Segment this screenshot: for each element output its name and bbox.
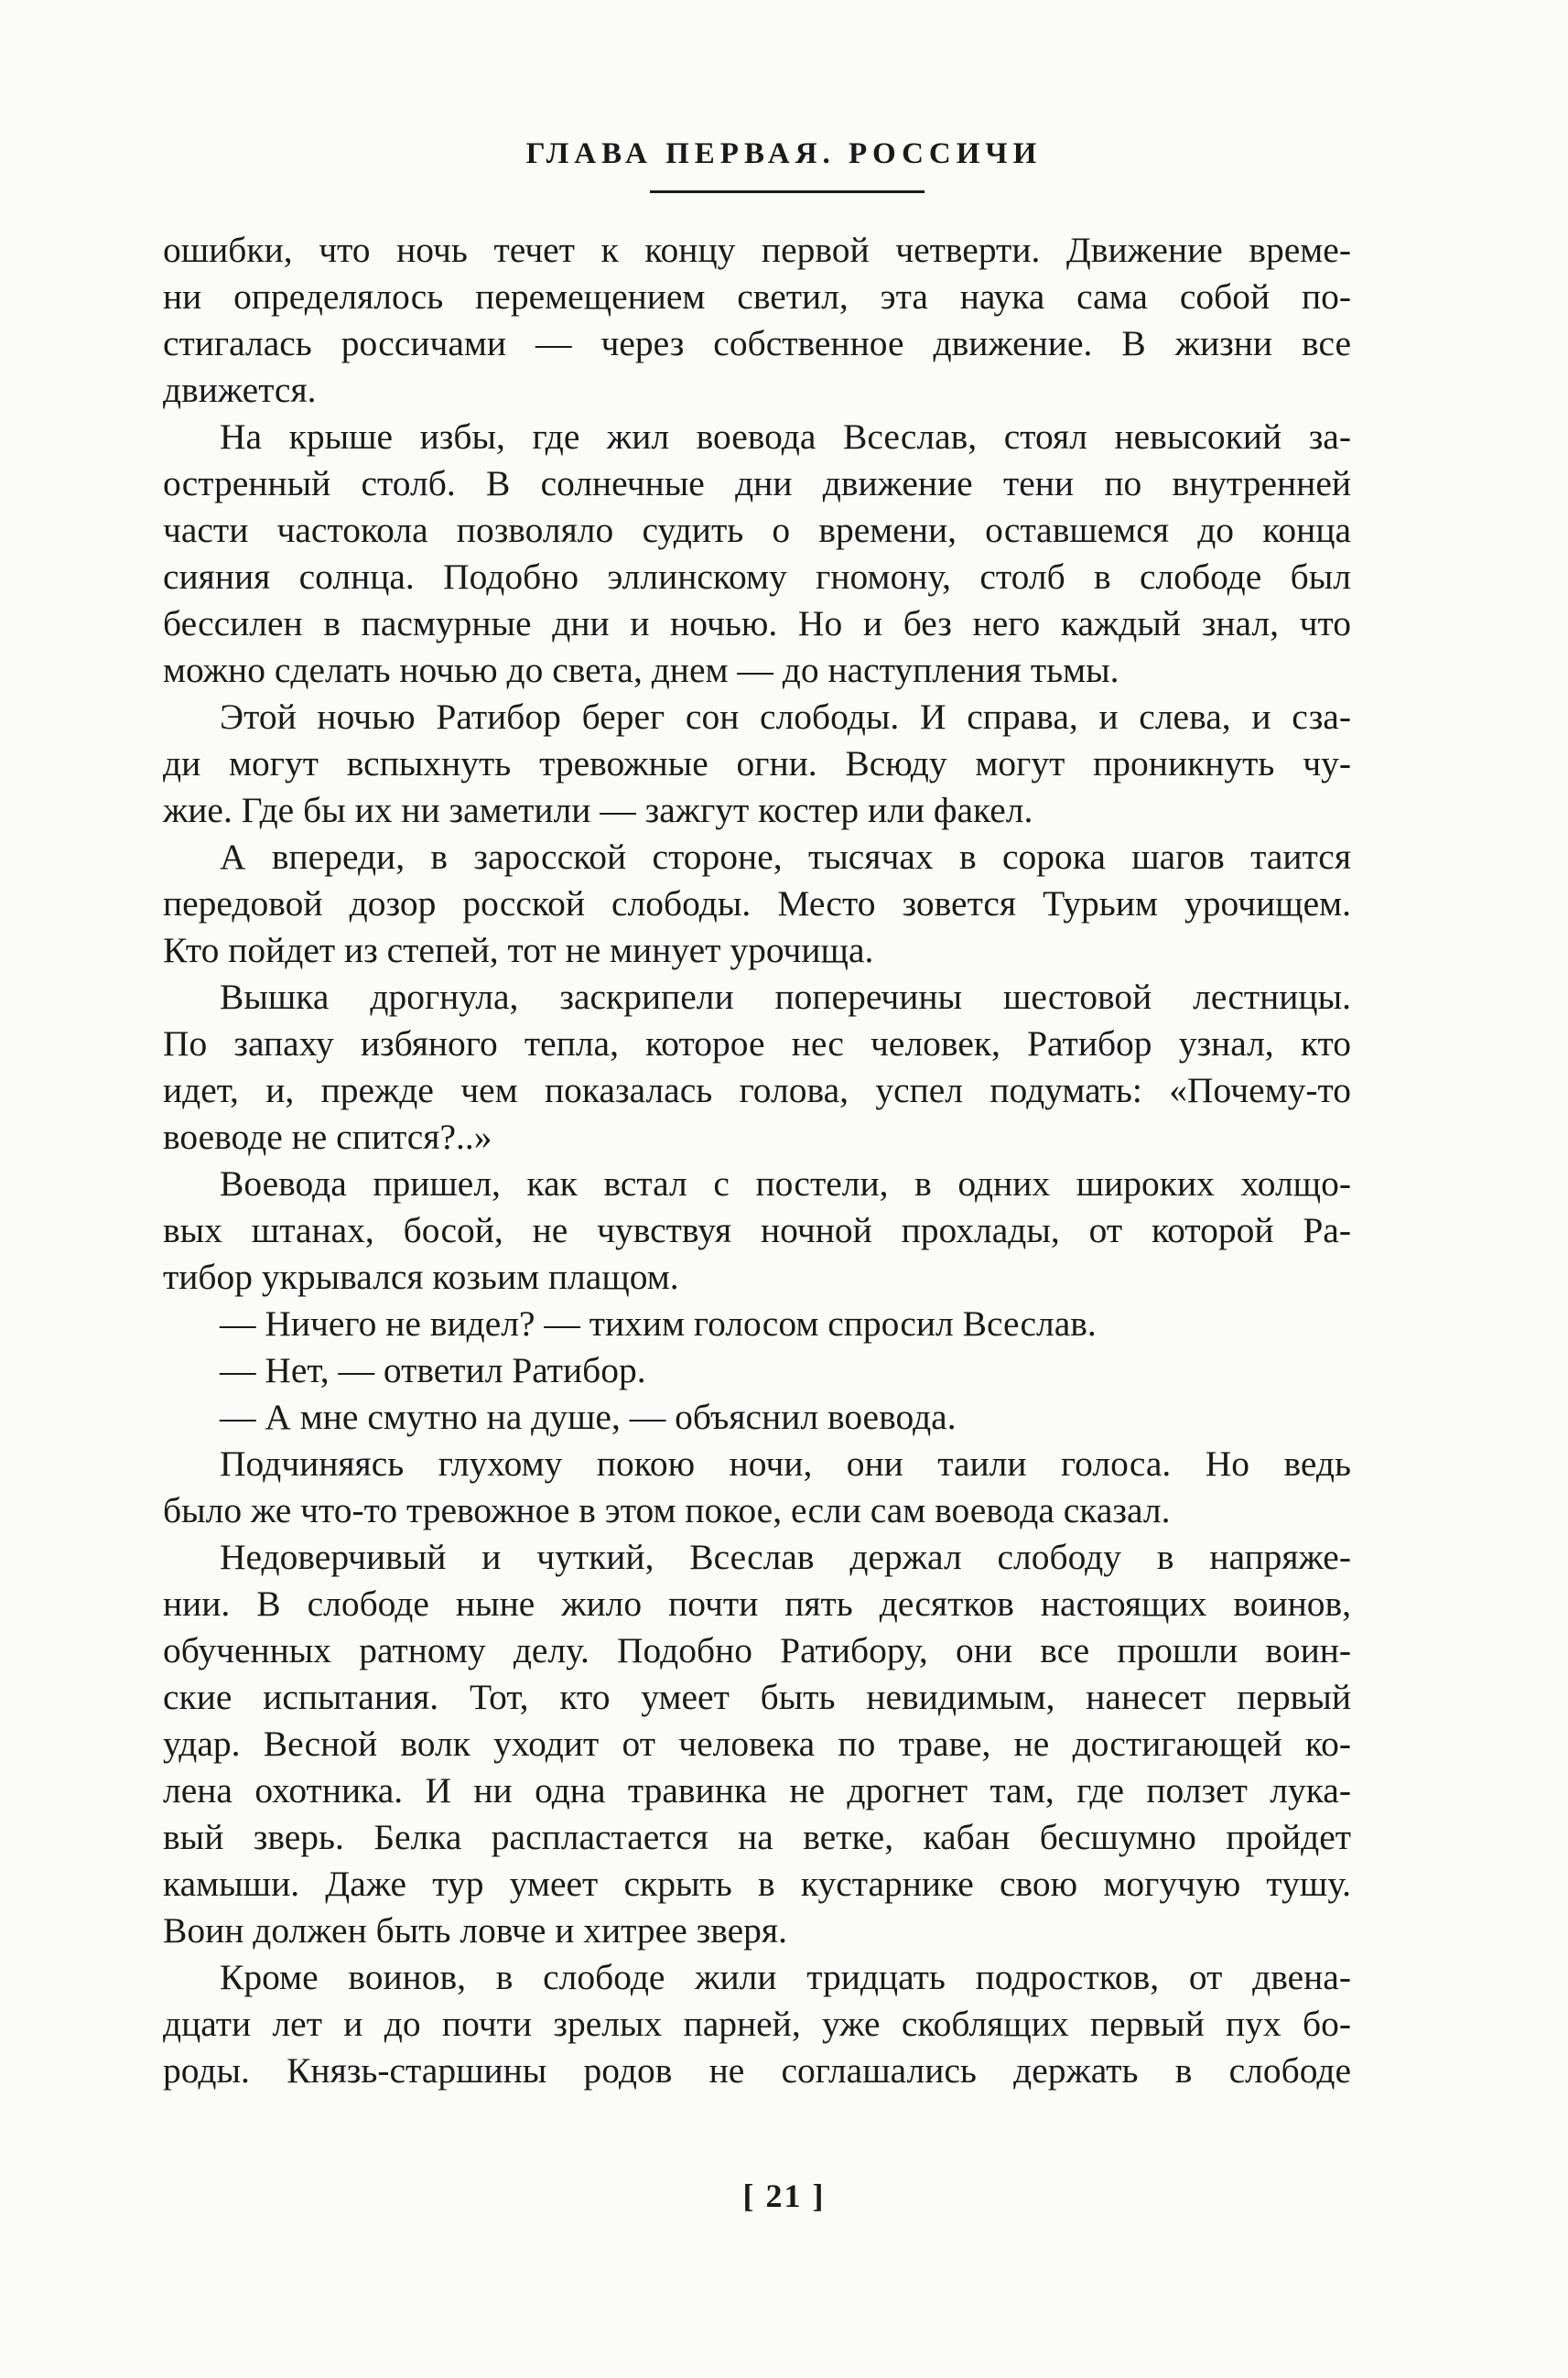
paragraph: [163, 1954, 1351, 2094]
page-number: [ 21 ]: [742, 2178, 826, 2214]
text-line: роды. Князь-старшины родов не соглашались держать в слободе: [163, 2050, 1351, 2091]
text-line: Кроме воинов, в слободе жили тридцать подростков, от двена-: [220, 1957, 1351, 1997]
text-line: ошибки, что ночь течет к концу первой четверти. Движение време-: [163, 230, 1351, 270]
text-line: движется.: [163, 370, 317, 410]
text-line: ни определялось перемещением светил, эта наука сама собой по-: [163, 276, 1351, 317]
text-line: лена охотника. И ни одна травинка не дрогнет там, где ползет лука-: [163, 1770, 1351, 1811]
text-line: остренный столб. В солнечные дни движение тени по внутренней: [163, 463, 1351, 503]
paragraph: [163, 694, 1351, 834]
paragraph: [163, 834, 1351, 974]
text-line: Этой ночью Ратибор берег сон слободы. И справа, и слева, и сза-: [220, 697, 1351, 737]
paragraph: [163, 1441, 1351, 1534]
text-line: По запаху избяного тепла, которое нес человек, Ратибор узнал, кто: [163, 1023, 1351, 1064]
text-line: вых штанах, босой, не чувствуя ночной прохлады, от которой Ра-: [163, 1210, 1351, 1250]
text-line: ди могут вспыхнуть тревожные огни. Всюду могут проникнуть чу-: [163, 743, 1351, 784]
paragraph: [163, 414, 1351, 694]
text-line: стигалась россичами — через собственное движение. В жизни все: [163, 323, 1351, 363]
text-line: передовой дозор росской слободы. Место зовется Турьим урочищем.: [163, 883, 1351, 924]
text-line: камыши. Даже тур умеет скрыть в кустарнике свою могучую тушу.: [163, 1864, 1351, 1904]
text-line: можно сделать ночью до света, днем — до наступления тьмы.: [163, 650, 1119, 690]
text-line: удар. Весной волк уходит от человека по траве, не достигающей ко-: [163, 1724, 1351, 1764]
text-line: Кто пойдет из степей, тот не минует урочища.: [163, 930, 874, 970]
paragraph: [163, 974, 1351, 1161]
paragraph: [163, 1161, 1351, 1301]
paragraph: [163, 227, 1351, 414]
running-head: ГЛАВА ПЕРВАЯ. РОССИЧИ: [525, 137, 1043, 170]
text-line: Воевода пришел, как встал с постели, в одних широких холщо-: [220, 1163, 1351, 1204]
text-line: — Ничего не видел? — тихим голосом спросил Всеслав.: [220, 1303, 1097, 1344]
text-line: Недоверчивый и чуткий, Всеслав держал слободу в напряже-: [220, 1537, 1351, 1577]
text-line: обученных ратному делу. Подобно Ратибору, они все прошли воин-: [163, 1630, 1351, 1670]
text-line: Подчиняясь глухому покою ночи, они таили голоса. Но ведь: [220, 1443, 1351, 1484]
paragraph: [163, 1394, 1351, 1441]
text-line: — Нет, — ответил Ратибор.: [220, 1350, 646, 1390]
text-line: На крыше избы, где жил воевода Всеслав, стоял невысокий за-: [220, 416, 1351, 457]
text-line: идет, и, прежде чем показалась голова, успел подумать: «Почему-то: [163, 1070, 1351, 1110]
text-line: — А мне смутно на душе, — объяснил воевода.: [220, 1397, 957, 1437]
text-line: воеводе не спится?..»: [163, 1117, 492, 1157]
text-line: бессилен в пасмурные дни и ночью. Но и без него каждый знал, что: [163, 603, 1351, 643]
text-line: Вышка дрогнула, заскрипели поперечины шестовой лестницы.: [220, 977, 1351, 1017]
text-line: жие. Где бы их ни заметили — зажгут костер или факел.: [163, 790, 1033, 830]
paragraph: [163, 1534, 1351, 1954]
text-line: части частокола позволяло судить о времени, оставшемся до конца: [163, 510, 1351, 550]
paragraph: [163, 1301, 1351, 1347]
text-line: ские испытания. Тот, кто умеет быть невидимым, нанесет первый: [163, 1677, 1351, 1717]
text-line: нии. В слободе ныне жило почти пять десятков настоящих воинов,: [163, 1584, 1351, 1624]
text-line: было же что-то тревожное в этом покое, если сам воевода сказал.: [163, 1490, 1171, 1530]
paragraph: [163, 1347, 1351, 1394]
body-text: [163, 227, 1351, 2094]
text-line: дцати лет и до почти зрелых парней, уже скоблящих первый пух бо-: [163, 2004, 1351, 2044]
text-line: тибор укрывался козьим плащом.: [163, 1257, 679, 1297]
running-head-rule: [650, 190, 925, 193]
text-line: А впереди, в заросской стороне, тысячах в сорока шагов таится: [220, 837, 1351, 877]
text-line: Воин должен быть ловче и хитрее зверя.: [163, 1910, 787, 1951]
text-line: вый зверь. Белка распластается на ветке, кабан бесшумно пройдет: [163, 1817, 1351, 1857]
text-line: сияния солнца. Подобно эллинскому гномону, столб в слободе был: [163, 557, 1351, 597]
